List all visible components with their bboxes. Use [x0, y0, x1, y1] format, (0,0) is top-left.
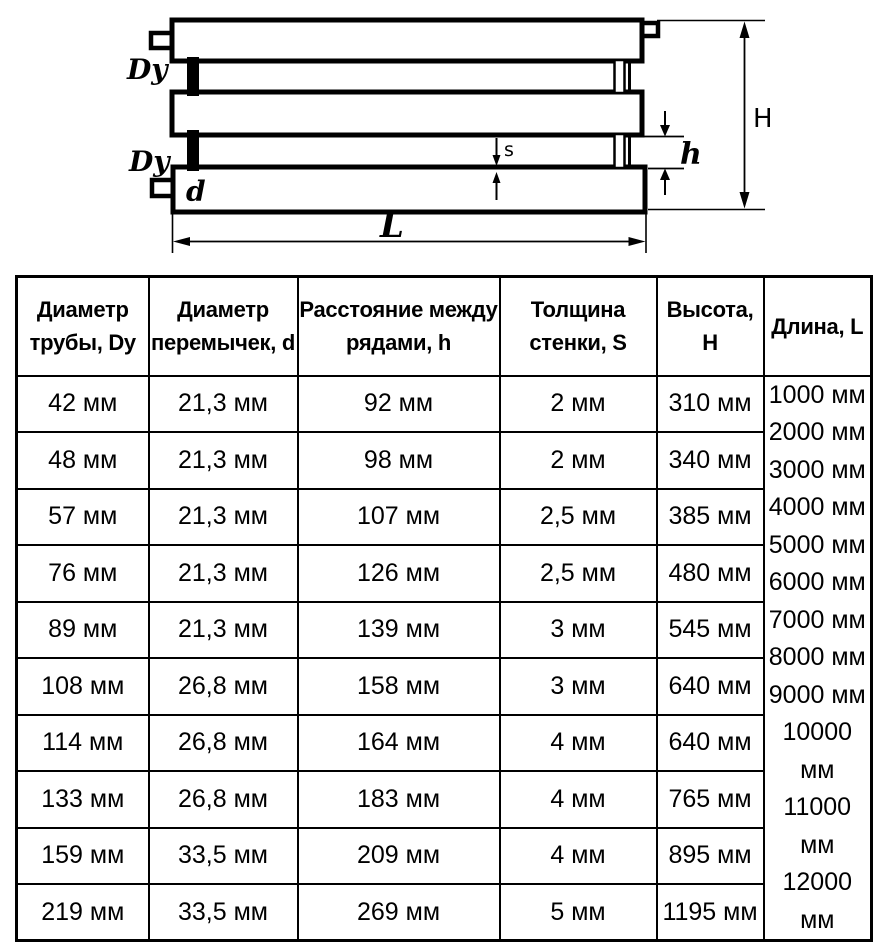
cell-H: 545 мм — [657, 602, 764, 659]
cell-d: 21,3 мм — [149, 545, 298, 602]
cell-s: 4 мм — [500, 771, 657, 828]
length-value: 1000 мм — [768, 380, 866, 409]
length-value: 3000 мм — [768, 455, 866, 484]
length-value: 8000 мм — [768, 643, 866, 671]
header-row-spacing: Расстояние между рядами, h — [298, 277, 500, 376]
header-jumper-diameter: Диаметр перемычек, d — [149, 277, 298, 376]
L-label: L — [380, 206, 404, 246]
cell-dy: 108 мм — [17, 658, 149, 715]
dy-bottom-label: Dy — [129, 145, 170, 178]
cell-s: 5 мм — [500, 884, 657, 941]
table-row — [17, 376, 872, 433]
cell-s: 3 мм — [500, 658, 657, 715]
table-row — [17, 432, 872, 489]
cell-d: 26,8 мм — [149, 771, 298, 828]
header-pipe-diameter: Диаметр трубы, Dy — [17, 277, 149, 376]
cell-H: 765 мм — [657, 771, 764, 828]
cell-lengths — [764, 376, 872, 941]
cell-h: 158 мм — [298, 658, 500, 715]
table-row — [17, 602, 872, 659]
cell-d: 33,5 мм — [149, 884, 298, 941]
length-value: 10000 мм — [782, 718, 853, 784]
cell-d: 21,3 мм — [149, 376, 298, 433]
cell-dy: 89 мм — [17, 602, 149, 659]
cell-d: 21,3 мм — [149, 602, 298, 659]
h-arrow-bottom-head — [660, 169, 670, 181]
register-diagram — [0, 0, 884, 270]
jumper-right-upper — [615, 60, 625, 93]
L-arrow-right-head — [629, 237, 646, 246]
length-value: 4000 мм — [768, 493, 866, 521]
cell-d: 26,8 мм — [149, 715, 298, 772]
cell-h: 126 мм — [298, 545, 500, 602]
length-value: 9000 мм — [768, 680, 866, 709]
cell-dy: 48 мм — [17, 432, 149, 489]
d-label: d — [186, 175, 206, 208]
cell-h: 269 мм — [298, 884, 500, 941]
cell-h: 209 мм — [298, 828, 500, 885]
dy-top-label: Dy — [127, 53, 168, 86]
pipe-top — [172, 20, 642, 61]
cell-h: 92 мм — [298, 376, 500, 433]
cell-h: 164 мм — [298, 715, 500, 772]
s-label: s — [504, 139, 514, 161]
cell-h: 98 мм — [298, 432, 500, 489]
cell-H: 640 мм — [657, 658, 764, 715]
jumper-left-lower — [187, 130, 199, 171]
table-row — [17, 658, 872, 715]
header-row — [17, 277, 872, 376]
jumper-left-upper — [187, 57, 199, 96]
h-label: h — [680, 137, 702, 172]
cell-H: 480 мм — [657, 545, 764, 602]
pipe-middle — [172, 92, 642, 135]
table-row — [17, 771, 872, 828]
cell-d: 26,8 мм — [149, 658, 298, 715]
dimensions-table — [15, 275, 873, 942]
header-wall-thickness: Толщина стенки, S — [500, 277, 657, 376]
cell-s: 4 мм — [500, 715, 657, 772]
cell-s: 2,5 мм — [500, 545, 657, 602]
cell-dy: 57 мм — [17, 489, 149, 546]
cell-s: 2,5 мм — [500, 489, 657, 546]
cell-s: 2 мм — [500, 376, 657, 433]
cell-dy: 159 мм — [17, 828, 149, 885]
length-value: 2000 мм — [768, 418, 866, 446]
H-arrow-down-head — [740, 192, 750, 209]
s-arrow-top-head — [493, 155, 501, 166]
H-arrow-up-head — [740, 22, 750, 39]
cell-H: 310 мм — [657, 376, 764, 433]
length-value: 12000 мм — [782, 868, 853, 934]
table-row — [17, 828, 872, 885]
cell-s: 4 мм — [500, 828, 657, 885]
table-row — [17, 715, 872, 772]
cell-H: 340 мм — [657, 432, 764, 489]
cell-d: 21,3 мм — [149, 432, 298, 489]
cell-h: 183 мм — [298, 771, 500, 828]
cell-H: 640 мм — [657, 715, 764, 772]
h-arrow-top-head — [660, 125, 670, 137]
header-length: Длина, L — [764, 277, 872, 376]
cell-s: 3 мм — [500, 602, 657, 659]
cell-dy: 219 мм — [17, 884, 149, 941]
length-value: 6000 мм — [768, 568, 866, 596]
length-value: 11000 мм — [783, 793, 852, 859]
L-arrow-left-head — [173, 237, 190, 246]
H-label: H — [753, 104, 773, 134]
cell-h: 139 мм — [298, 602, 500, 659]
cell-s: 2 мм — [500, 432, 657, 489]
table-row — [17, 489, 872, 546]
cell-d: 21,3 мм — [149, 489, 298, 546]
cell-H: 1195 мм — [657, 884, 764, 941]
table-row — [17, 884, 872, 941]
cell-H: 385 мм — [657, 489, 764, 546]
cell-dy: 42 мм — [17, 376, 149, 433]
cell-dy: 114 мм — [17, 715, 149, 772]
cell-d: 33,5 мм — [149, 828, 298, 885]
cell-h: 107 мм — [298, 489, 500, 546]
header-height: Высота, H — [657, 277, 764, 376]
length-value: 7000 мм — [768, 605, 866, 634]
jumper-right-lower — [615, 134, 625, 168]
cell-H: 895 мм — [657, 828, 764, 885]
cell-dy: 76 мм — [17, 545, 149, 602]
pipe-bottom — [173, 167, 645, 212]
table-row — [17, 545, 872, 602]
cell-dy: 133 мм — [17, 771, 149, 828]
length-value: 5000 мм — [768, 530, 866, 559]
